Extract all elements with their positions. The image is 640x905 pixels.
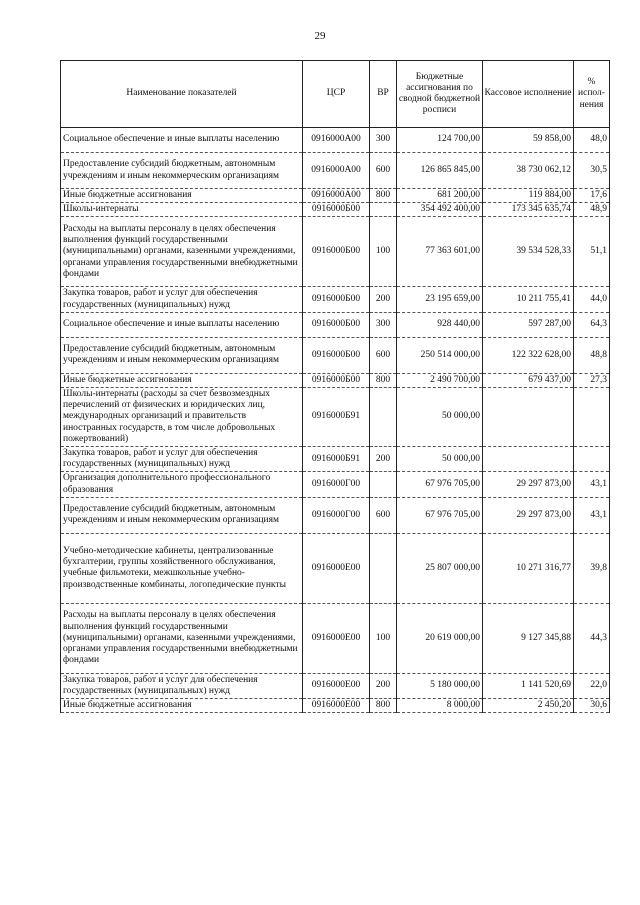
- cell-percent: 27,3: [574, 373, 610, 387]
- table-row: [61, 153, 610, 189]
- cell-csr: 0916000Г00: [303, 472, 370, 497]
- table-row: [61, 447, 610, 472]
- cell-allocation: 354 492 400,00: [397, 203, 483, 217]
- cell-name: Закупка товаров, работ и услуг для обеспечения государственных (муниципальных) нужд: [61, 287, 303, 312]
- cell-csr: 0916000Б91: [303, 388, 370, 447]
- cell-allocation: 250 514 000,00: [397, 337, 483, 373]
- cell-name: Социальное обеспечение и иные выплаты населению: [61, 312, 303, 337]
- cell-name: Закупка товаров, работ и услуг для обеспечения государственных (муниципальных) нужд: [61, 673, 303, 698]
- cell-name: Предоставление субсидий бюджетным, автономным учреждениям и иным некоммерческим организациям: [61, 497, 303, 533]
- cell-percent: 30,5: [574, 153, 610, 189]
- table-row: [61, 203, 610, 217]
- cell-percent: 44,0: [574, 287, 610, 312]
- cell-csr: 0916000Г00: [303, 497, 370, 533]
- cell-vr: 100: [370, 603, 397, 673]
- cell-allocation: 124 700,00: [397, 128, 483, 153]
- cell-cash: 119 884,00: [483, 189, 574, 203]
- cell-csr: 0916000А00: [303, 128, 370, 153]
- cell-name: Учебно-методические кабинеты, централизованные бухгалтерии, группы хозяйственного обслуживания, учебные фильмотеки, межшкольные учебно-производственные комбинаты, логопедические пункты: [61, 533, 303, 603]
- table-row: [61, 337, 610, 373]
- cell-allocation: 8 000,00: [397, 699, 483, 713]
- cell-percent: 48,0: [574, 128, 610, 153]
- cell-name: Социальное обеспечение и иные выплаты населению: [61, 128, 303, 153]
- cell-allocation: 23 195 659,00: [397, 287, 483, 312]
- cell-vr: 800: [370, 189, 397, 203]
- cell-cash: 1 141 520,69: [483, 673, 574, 698]
- cell-cash: 122 322 628,00: [483, 337, 574, 373]
- table-row: [61, 603, 610, 673]
- cell-allocation: 681 200,00: [397, 189, 483, 203]
- cell-csr: 0916000Б00: [303, 312, 370, 337]
- cell-name: Предоставление субсидий бюджетным, автономным учреждениям и иным некоммерческим организациям: [61, 337, 303, 373]
- cell-allocation: 67 976 705,00: [397, 497, 483, 533]
- cell-csr: 0916000Б00: [303, 337, 370, 373]
- cell-cash: 29 297 873,00: [483, 472, 574, 497]
- cell-cash: 59 858,00: [483, 128, 574, 153]
- cell-cash: 679 437,00: [483, 373, 574, 387]
- cell-name: Предоставление субсидий бюджетным, автономным учреждениям и иным некоммерческим организациям: [61, 153, 303, 189]
- cell-csr: 0916000Б00: [303, 217, 370, 287]
- cell-vr: 600: [370, 153, 397, 189]
- cell-allocation: 5 180 000,00: [397, 673, 483, 698]
- cell-name: Школы-интернаты (расходы за счет безвозмездных перечислений от физических и юридических лиц, международных организаций и правительств иностранных государств, в том числе добровольных пожертвований): [61, 388, 303, 447]
- cell-cash: 9 127 345,88: [483, 603, 574, 673]
- header-csr: ЦСР: [303, 61, 370, 128]
- cell-vr: [370, 203, 397, 217]
- cell-allocation: 67 976 705,00: [397, 472, 483, 497]
- cell-allocation: 928 440,00: [397, 312, 483, 337]
- cell-cash: 10 271 316,77: [483, 533, 574, 603]
- cell-allocation: 25 807 000,00: [397, 533, 483, 603]
- cell-percent: 17,6: [574, 189, 610, 203]
- cell-allocation: 50 000,00: [397, 388, 483, 447]
- cell-name: Закупка товаров, работ и услуг для обеспечения государственных (муниципальных) нужд: [61, 447, 303, 472]
- cell-percent: [574, 388, 610, 447]
- cell-name: Расходы на выплаты персоналу в целях обеспечения выполнения функций государственными (муниципальными) органами, казенными учреждениями, органами управления государственными внебюджетными фондами: [61, 603, 303, 673]
- table-row: [61, 472, 610, 497]
- table-row: [61, 533, 610, 603]
- cell-cash: 2 450,20: [483, 699, 574, 713]
- cell-allocation: 77 363 601,00: [397, 217, 483, 287]
- table-row: [61, 388, 610, 447]
- cell-vr: 300: [370, 128, 397, 153]
- cell-cash: 39 534 528,33: [483, 217, 574, 287]
- cell-percent: 64,3: [574, 312, 610, 337]
- table-header-row: [61, 61, 610, 128]
- cell-cash: [483, 388, 574, 447]
- budget-execution-table: [60, 60, 610, 713]
- cell-csr: 0916000Б00: [303, 203, 370, 217]
- cell-vr: 200: [370, 447, 397, 472]
- cell-name: Расходы на выплаты персоналу в целях обеспечения выполнения функций государственными (муниципальными) органами, казенными учреждениями, органами управления государственными внебюджетными фондами: [61, 217, 303, 287]
- table-row: [61, 373, 610, 387]
- cell-vr: [370, 472, 397, 497]
- table-row: [61, 287, 610, 312]
- cell-percent: 30,6: [574, 699, 610, 713]
- table-row: [61, 217, 610, 287]
- table-row: [61, 497, 610, 533]
- cell-name: Школы-интернаты: [61, 203, 303, 217]
- cell-vr: [370, 388, 397, 447]
- cell-vr: 200: [370, 673, 397, 698]
- cell-vr: 600: [370, 337, 397, 373]
- cell-csr: 0916000Б00: [303, 373, 370, 387]
- cell-name: Иные бюджетные ассигнования: [61, 373, 303, 387]
- cell-cash: 10 211 755,41: [483, 287, 574, 312]
- cell-allocation: 50 000,00: [397, 447, 483, 472]
- cell-csr: 0916000Е00: [303, 673, 370, 698]
- cell-vr: 800: [370, 699, 397, 713]
- table-row: [61, 699, 610, 713]
- cell-cash: [483, 447, 574, 472]
- cell-percent: 48,8: [574, 337, 610, 373]
- cell-csr: 0916000А00: [303, 153, 370, 189]
- header-allocations: Бюджетные ассигнования по сводной бюджетной росписи: [397, 61, 483, 128]
- cell-allocation: 2 490 700,00: [397, 373, 483, 387]
- cell-percent: [574, 447, 610, 472]
- table-row: [61, 673, 610, 698]
- cell-vr: 800: [370, 373, 397, 387]
- cell-csr: 0916000Б91: [303, 447, 370, 472]
- cell-percent: 22,0: [574, 673, 610, 698]
- cell-vr: 200: [370, 287, 397, 312]
- cell-csr: 0916000А00: [303, 189, 370, 203]
- cell-name: Иные бюджетные ассигнования: [61, 699, 303, 713]
- header-cash-execution: Кассовое исполнение: [483, 61, 574, 128]
- header-percent: % испол-нения: [574, 61, 610, 128]
- cell-allocation: 126 865 845,00: [397, 153, 483, 189]
- cell-percent: 44,3: [574, 603, 610, 673]
- header-vr: ВР: [370, 61, 397, 128]
- cell-percent: 48,9: [574, 203, 610, 217]
- cell-csr: 0916000Е00: [303, 699, 370, 713]
- cell-name: Иные бюджетные ассигнования: [61, 189, 303, 203]
- cell-percent: 43,1: [574, 497, 610, 533]
- cell-cash: 38 730 062,12: [483, 153, 574, 189]
- cell-vr: 300: [370, 312, 397, 337]
- cell-percent: 39,8: [574, 533, 610, 603]
- cell-name: Организация дополнительного профессионального образования: [61, 472, 303, 497]
- cell-csr: 0916000Е00: [303, 533, 370, 603]
- table-row: [61, 128, 610, 153]
- cell-csr: 0916000Б00: [303, 287, 370, 312]
- header-name: Наименование показателей: [61, 61, 303, 128]
- cell-vr: [370, 533, 397, 603]
- table-row: [61, 312, 610, 337]
- cell-csr: 0916000Е00: [303, 603, 370, 673]
- cell-cash: 29 297 873,00: [483, 497, 574, 533]
- cell-percent: 43,1: [574, 472, 610, 497]
- page-number: 29: [314, 30, 326, 42]
- cell-vr: 600: [370, 497, 397, 533]
- table-row: [61, 189, 610, 203]
- cell-cash: 597 287,00: [483, 312, 574, 337]
- cell-cash: 173 345 635,74: [483, 203, 574, 217]
- cell-vr: 100: [370, 217, 397, 287]
- cell-allocation: 20 619 000,00: [397, 603, 483, 673]
- cell-percent: 51,1: [574, 217, 610, 287]
